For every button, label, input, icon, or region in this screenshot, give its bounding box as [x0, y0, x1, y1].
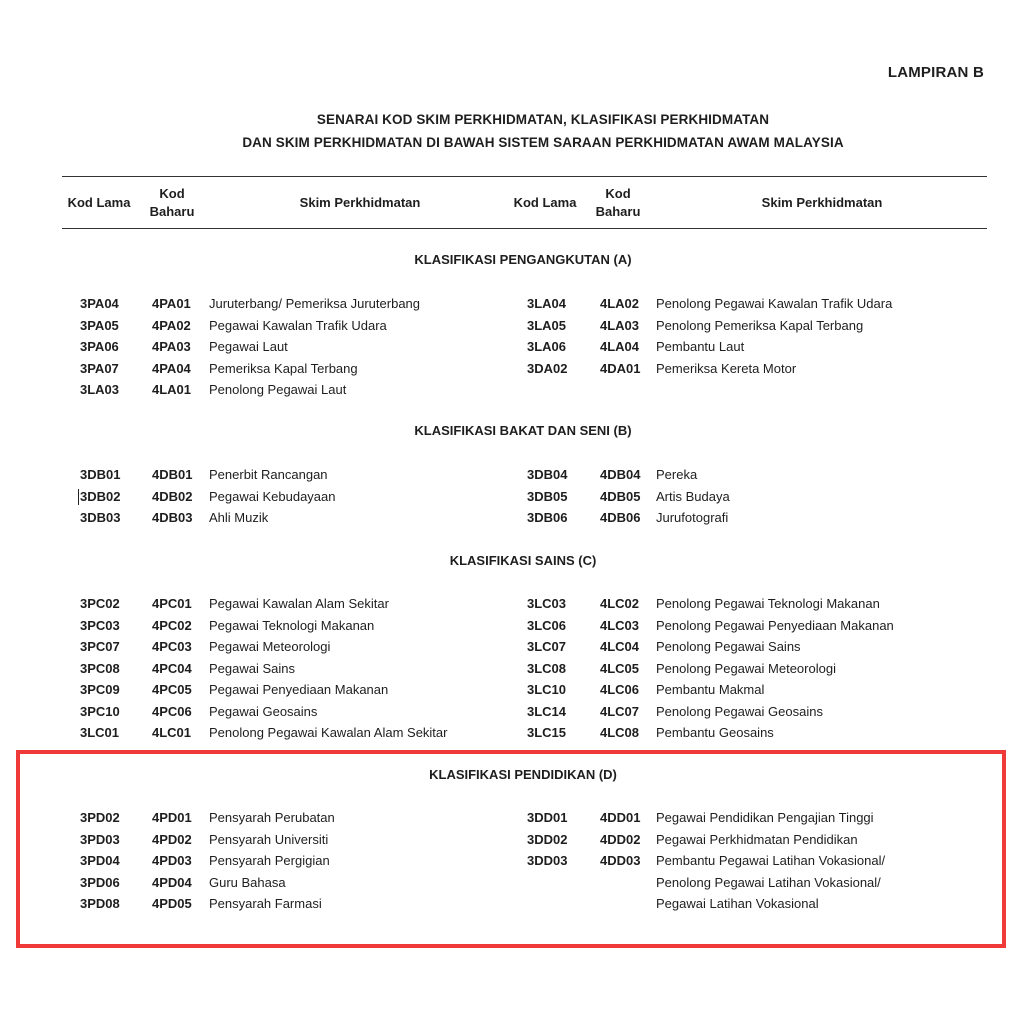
skim-name-cell: Penolong Pegawai Kawalan Alam Sekitar: [209, 725, 448, 740]
text-cursor-mark: [78, 489, 79, 505]
kod-lama-cell: 3PA07: [80, 360, 119, 376]
skim-name-cell: Pensyarah Universiti: [209, 831, 329, 847]
skim-name-cell: Pensyarah Pergigian: [209, 853, 330, 868]
kod-lama-cell: 3DB01: [80, 467, 121, 482]
kod-lama-cell: 3PD02: [80, 810, 120, 825]
kod-lama-cell: 3PA04: [80, 296, 119, 311]
kod-lama-cell: 3PA05: [80, 317, 119, 333]
kod-baharu-cell: 4DB06: [600, 510, 641, 525]
kod-lama-cell: 3PD08: [80, 896, 120, 911]
kod-baharu-cell: 4PD03: [152, 853, 192, 868]
kod-baharu-cell: 4DB02: [152, 488, 193, 504]
skim-name-cell: Pegawai Penyediaan Makanan: [209, 682, 389, 697]
kod-baharu-cell: 4DA01: [600, 360, 641, 376]
header-kod-baharu-line1: Kod: [159, 186, 185, 201]
skim-name-cell: Pegawai Pendidikan Pengajian Tinggi: [656, 810, 874, 825]
skim-name-cell: Pegawai Teknologi Makanan: [209, 617, 375, 633]
skim-name-cell: Pegawai Kebudayaan: [209, 488, 336, 504]
highlight-box: [16, 750, 1006, 948]
table-header-rule: [62, 228, 987, 229]
kod-lama-cell: 3DA02: [527, 360, 568, 376]
kod-lama-cell: 3DB06: [527, 510, 568, 525]
kod-lama-cell: 3LC10: [527, 682, 567, 697]
kod-baharu-cell: 4PC03: [152, 639, 192, 654]
skim-name-cell: Pegawai Laut: [209, 339, 288, 354]
skim-name-cell: Pegawai Geosains: [209, 703, 318, 719]
skim-name-cell: Artis Budaya: [656, 488, 730, 504]
skim-name-cell: Ahli Muzik: [209, 510, 269, 525]
kod-baharu-cell: 4LC01: [152, 725, 192, 740]
kod-baharu-cell: 4PA04: [152, 360, 191, 376]
kod-lama-cell: 3DD02: [527, 831, 568, 847]
kod-baharu-cell: 4LA01: [152, 382, 192, 397]
skim-name-cell: Pembantu Pegawai Latihan Vokasional/: [656, 853, 886, 868]
kod-lama-cell: 3PC02: [80, 596, 120, 611]
skim-name-cell: Pembantu Geosains: [656, 725, 774, 740]
section-title: KLASIFIKASI SAINS (C): [449, 553, 597, 568]
kod-baharu-cell: 4LA04: [600, 339, 640, 354]
skim-name-cell: Penolong Pegawai Sains: [656, 639, 801, 654]
table-top-rule: [62, 176, 987, 177]
kod-lama-cell: 3LA03: [80, 382, 120, 397]
kod-lama-cell: 3DD03: [527, 853, 568, 868]
kod-baharu-cell: 4DB05: [600, 488, 641, 504]
kod-baharu-cell: 4LC02: [600, 596, 640, 611]
skim-name-cell: Pensyarah Perubatan: [209, 810, 335, 825]
skim-name-cell: Pemeriksa Kereta Motor: [656, 360, 797, 376]
kod-baharu-cell: 4PD02: [152, 831, 192, 847]
header-kod-baharu-line1: Kod: [605, 186, 631, 201]
skim-name-cell: Pegawai Perkhidmatan Pendidikan: [656, 831, 858, 847]
skim-name-cell: Penolong Pegawai Latihan Vokasional/: [656, 874, 881, 890]
kod-lama-cell: 3PD06: [80, 874, 120, 890]
kod-lama-cell: 3PC08: [80, 660, 120, 676]
skim-name-cell: Pegawai Meteorologi: [209, 639, 331, 654]
kod-lama-cell: 3PD03: [80, 831, 120, 847]
lampiran-label: LAMPIRAN B: [887, 64, 984, 81]
kod-lama-cell: 3PC03: [80, 617, 120, 633]
kod-lama-cell: 3PC10: [80, 703, 120, 719]
kod-baharu-cell: 4LC06: [600, 682, 640, 697]
skim-name-cell: Penolong Pegawai Geosains: [656, 703, 823, 719]
kod-baharu-cell: 4LC08: [600, 725, 640, 740]
skim-name-cell: Penolong Pegawai Penyediaan Makanan: [656, 617, 894, 633]
kod-baharu-cell: 4PA03: [152, 339, 191, 354]
kod-baharu-cell: 4LC05: [600, 660, 640, 676]
kod-baharu-cell: 4PD04: [152, 874, 192, 890]
skim-name-cell: Penolong Pegawai Teknologi Makanan: [656, 596, 880, 611]
kod-lama-cell: 3LC07: [527, 639, 567, 654]
skim-name-cell: Pemeriksa Kapal Terbang: [209, 360, 358, 376]
kod-lama-cell: 3DB03: [80, 510, 121, 525]
skim-name-cell: Guru Bahasa: [209, 874, 286, 890]
kod-baharu-cell: 4LC04: [600, 639, 640, 654]
kod-lama-cell: 3PD04: [80, 853, 120, 868]
kod-lama-cell: 3LA06: [527, 339, 567, 354]
header-kod-lama-right: Kod Lama: [513, 195, 577, 210]
header-kod-baharu-line2: Baharu: [595, 204, 641, 219]
skim-name-cell: Juruterbang/ Pemeriksa Juruterbang: [209, 296, 421, 311]
header-skim-right: Skim Perkhidmatan: [761, 195, 883, 210]
skim-name-cell: Pensyarah Farmasi: [209, 896, 322, 911]
section-title: KLASIFIKASI PENDIDIKAN (D): [429, 767, 617, 782]
kod-lama-cell: 3LC01: [80, 725, 120, 740]
document-title-line-1: SENARAI KOD SKIM PERKHIDMATAN, KLASIFIKASI PERKHIDMATAN: [316, 112, 770, 127]
skim-name-cell: Pembantu Makmal: [656, 682, 765, 697]
kod-baharu-cell: 4LC07: [600, 703, 640, 719]
kod-lama-cell: 3LA04: [527, 296, 567, 311]
skim-name-cell: Pegawai Kawalan Trafik Udara: [209, 317, 387, 333]
kod-baharu-cell: 4PA02: [152, 317, 191, 333]
header-kod-baharu-right: [591, 185, 645, 221]
kod-baharu-cell: 4PC06: [152, 703, 192, 719]
skim-name-cell: Pegawai Latihan Vokasional: [656, 896, 819, 911]
skim-name-cell: Pegawai Kawalan Alam Sekitar: [209, 596, 389, 611]
header-kod-baharu-line2: Baharu: [149, 204, 195, 219]
kod-baharu-cell: 4LC03: [600, 617, 640, 633]
header-skim-left: Skim Perkhidmatan: [299, 195, 421, 210]
skim-name-cell: Pembantu Laut: [656, 339, 745, 354]
document-title-line-2: DAN SKIM PERKHIDMATAN DI BAWAH SISTEM SARAAN PERKHIDMATAN AWAM MALAYSIA: [242, 135, 844, 150]
kod-lama-cell: 3LA05: [527, 317, 567, 333]
kod-lama-cell: 3PA06: [80, 339, 119, 354]
kod-baharu-cell: 4PC04: [152, 660, 192, 676]
kod-lama-cell: 3LC14: [527, 703, 567, 719]
kod-lama-cell: 3DB04: [527, 467, 568, 482]
kod-baharu-cell: 4PC01: [152, 596, 192, 611]
skim-name-cell: Penolong Pemeriksa Kapal Terbang: [656, 317, 864, 333]
kod-baharu-cell: 4DB03: [152, 510, 193, 525]
kod-baharu-cell: 4DD02: [600, 831, 641, 847]
kod-baharu-cell: 4DD03: [600, 853, 641, 868]
kod-lama-cell: 3DB02: [80, 488, 121, 504]
kod-lama-cell: 3DB05: [527, 488, 568, 504]
kod-baharu-cell: 4PD01: [152, 810, 192, 825]
section-title: KLASIFIKASI BAKAT DAN SENI (B): [414, 423, 632, 438]
skim-name-cell: Penolong Pegawai Meteorologi: [656, 660, 836, 676]
skim-name-cell: Penolong Pegawai Laut: [209, 382, 347, 397]
kod-baharu-cell: 4PD05: [152, 896, 192, 911]
kod-lama-cell: 3LC03: [527, 596, 567, 611]
skim-name-cell: Penolong Pegawai Kawalan Trafik Udara: [656, 296, 893, 311]
kod-lama-cell: 3PC09: [80, 682, 120, 697]
skim-name-cell: Penerbit Rancangan: [209, 467, 328, 482]
kod-baharu-cell: 4PA01: [152, 296, 191, 311]
kod-baharu-cell: 4DD01: [600, 810, 641, 825]
kod-lama-cell: 3LC06: [527, 617, 567, 633]
header-kod-baharu-left: [145, 185, 199, 221]
skim-name-cell: Pegawai Sains: [209, 660, 295, 676]
skim-name-cell: Jurufotografi: [656, 510, 729, 525]
kod-baharu-cell: 4LA03: [600, 317, 640, 333]
kod-lama-cell: 3LC08: [527, 660, 567, 676]
section-title: KLASIFIKASI PENGANGKUTAN (A): [414, 252, 632, 267]
kod-baharu-cell: 4DB01: [152, 467, 193, 482]
kod-baharu-cell: 4LA02: [600, 296, 640, 311]
skim-name-cell: Pereka: [656, 467, 698, 482]
kod-lama-cell: 3DD01: [527, 810, 568, 825]
kod-baharu-cell: 4DB04: [600, 467, 641, 482]
kod-lama-cell: 3LC15: [527, 725, 567, 740]
kod-lama-cell: 3PC07: [80, 639, 120, 654]
header-kod-lama-left: Kod Lama: [67, 195, 131, 210]
kod-baharu-cell: 4PC02: [152, 617, 192, 633]
kod-baharu-cell: 4PC05: [152, 682, 192, 697]
